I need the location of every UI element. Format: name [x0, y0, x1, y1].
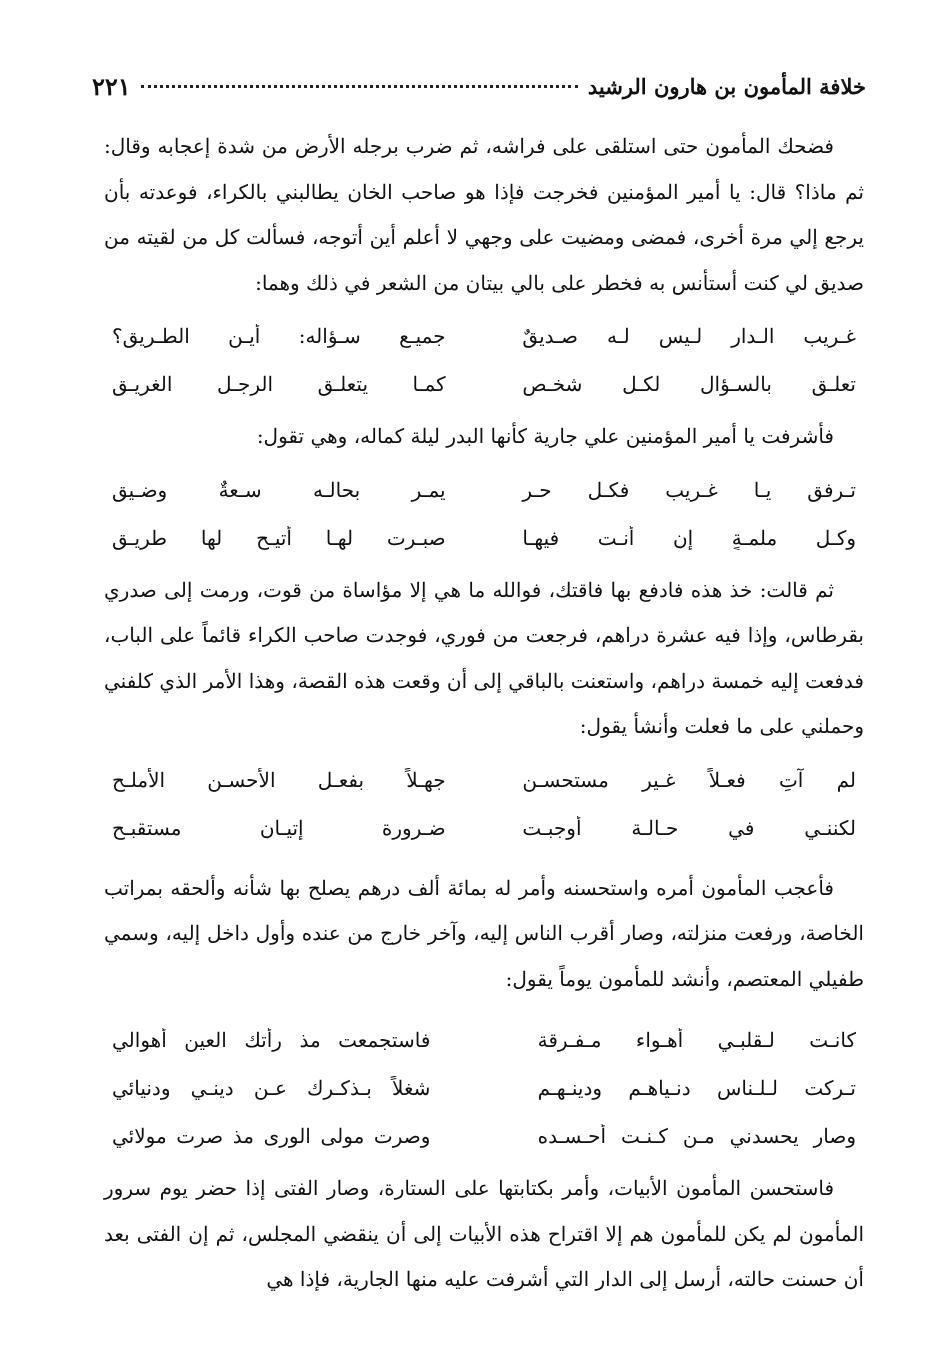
page-body — [104, 124, 864, 1303]
verse-line — [104, 804, 864, 852]
verse-line — [104, 1112, 864, 1160]
verse-first-hemistich: لم آتِ فعـلاً غـير مستحسـن — [522, 767, 856, 792]
page-number: ٢٢١ — [92, 71, 131, 101]
verse-line — [104, 514, 864, 562]
verse-first-hemistich: غـريب الـدار لـيس لـه صـديقٌ — [522, 324, 856, 348]
poem-1 — [104, 312, 864, 408]
paragraph-3: ثم قالت: خذ هذه فادفع بها فاقتك، فوالله ما هي إلا مؤاساة من قوت، ورمت إلى صدري بقرطاس، وإذا فيه عشرة دراهم، فرجعت من فوري، فوجدت صاحب الكراء قائماً على الباب، فدفعت إليه خمسة دراهم، واستعنت بالباقي إلى أن وقعت هذه القصة، وهذا الأمر الذي كلفني وحملني على ما فعلت وأنشأ يقول: — [104, 577, 864, 738]
verse-second-hemistich: وصرت مولى الورى مذ صرت مولائي — [112, 1124, 431, 1148]
verse-first-hemistich: تـركت لـلـناس دنـياهـم ودينـهـم — [537, 1076, 856, 1100]
verse-second-hemistich: كمـا يتعلـق الرجـل الغريـق — [112, 372, 446, 396]
running-header — [92, 66, 866, 106]
verse-second-hemistich: صبـرت لهـا أتيـح لها طريـق — [112, 525, 446, 550]
verse-line — [104, 1064, 864, 1112]
verse-second-hemistich: جهـلاً بفعـل الأحسـن الأملـح — [112, 767, 446, 792]
verse-line — [104, 756, 864, 804]
paragraph-5: فاستحسن المأمون الأبيات، وأمر بكتابتها على الستارة، وصار الفتى إذا حضر يوم سرور المأمون لم يكن للمأمون هم إلا اقتراح هذه الأبيات إلى أن ينقضي المجلس، ثم إن الفتى بعد أن حسنت حالته، أرسل إلى الدار التي أشرفت عليه منها الجارية، فإذا هي — [104, 1176, 864, 1291]
paragraph-1: فضحك المأمون حتى استلقى على فراشه، ثم ضرب برجله الأرض من شدة إعجابه وقال: ثم ماذا؟ قال: يا أمير المؤمنين فخرجت فإذا هو صاحب الخان يطالبني بالكراء، فوعدته بأن يرجع إلي مرة أخرى، فمضى ومضيت على وجهي لا أعلم أين أتوجه، فسألت كل من لقيته من صديق لي كنت أستأنس به فخطر على بالي بيتان من الشعر في ذلك وهما: — [104, 134, 864, 295]
header-title: خلافة المأمون بن هارون الرشيد — [587, 73, 866, 99]
verse-second-hemistich: شغلاً بـذكـرك عـن دينـي ودنيائي — [112, 1076, 431, 1100]
verse-line — [104, 466, 864, 514]
verse-second-hemistich: ضـرورة إتيـان مستقبـح — [112, 815, 446, 840]
poem-2 — [104, 466, 864, 562]
paragraph-2: فأشرفت يا أمير المؤمنين علي جارية كأنها البدر ليلة كماله، وهي تقول: — [256, 424, 834, 448]
verse-first-hemistich: وصار يحسدني مـن كـنـت أحـسـده — [537, 1124, 856, 1148]
verse-line — [104, 1016, 864, 1064]
header-dot-leader — [141, 85, 578, 88]
verse-first-hemistich: لكننـي في حـالـة أوجبـت — [522, 815, 856, 840]
verse-second-hemistich: جميـع سـؤاله: أيـن الطـريق؟ — [112, 324, 446, 348]
verse-first-hemistich: تـرفق يـا غـريب فكـل حـر — [522, 477, 856, 502]
poem-3 — [104, 756, 864, 852]
verse-second-hemistich: يمـر بحالـه سـعةٌ وضـيق — [112, 477, 446, 502]
paragraph-4: فأعجب المأمون أمره واستحسنه وأمر له بمائة ألف درهم يصلح بها شأنه وألحقه بمراتب الخاصة، ورفعت منزلته، وصار أقرب الناس إليه، وآخر خارج من عنده وأول داخل إليه، وسمي طفيلي المعتصم، وأنشد للمأمون يوماً يقول: — [104, 875, 864, 991]
poem-4 — [104, 1016, 864, 1160]
verse-first-hemistich: كانـت لـقلبـي أهـواء مـفـرقة — [537, 1028, 856, 1052]
verse-second-hemistich: فاستجمعت مذ رأتك العين أهوالي — [112, 1028, 431, 1052]
verse-first-hemistich: تعلـق بالسـؤال لكـل شخـصٍ — [522, 372, 856, 396]
verse-line — [104, 360, 864, 408]
verse-first-hemistich: وكـل ملمـةٍ إن أنـت فيهـا — [522, 525, 856, 550]
verse-line — [104, 312, 864, 360]
